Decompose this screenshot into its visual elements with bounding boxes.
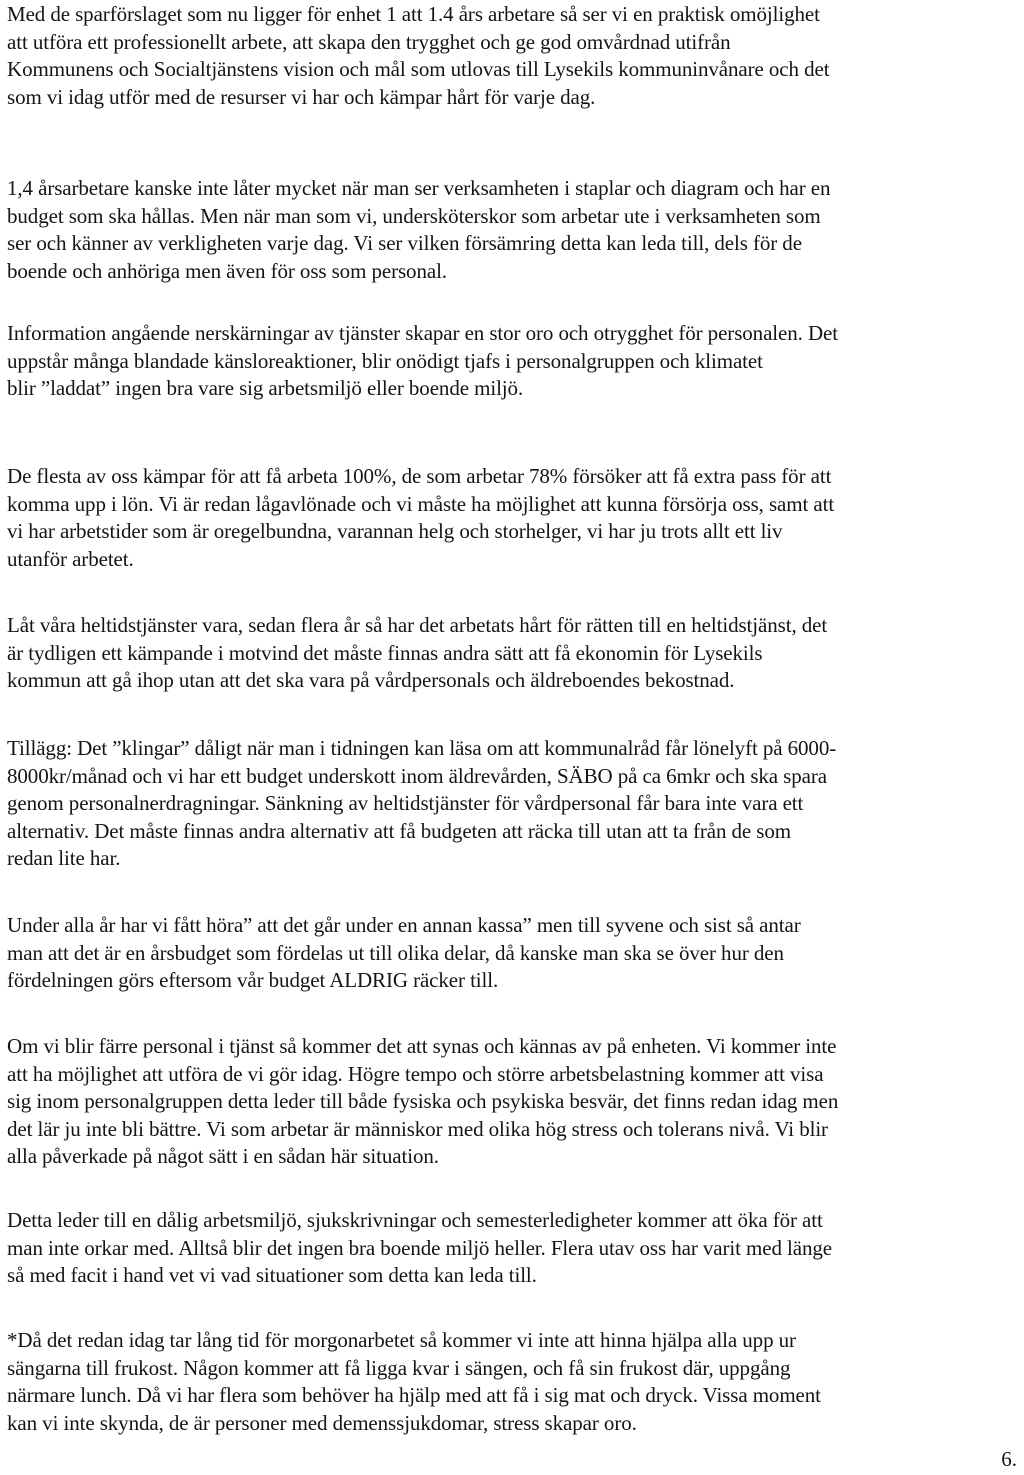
paragraph-work-environment: Detta leder till en dålig arbetsmiljö, sjukskrivningar och semesterledigheter kommer att öka för att man inte orkar med. Alltså blir det ingen bra boende miljö heller. Flera utav oss har varit med länge så med facit i hand vet vi vad situationer som detta kan leda till. (7, 1208, 832, 1288)
paragraph-fewer-staff: Om vi blir färre personal i tjänst så kommer det att synas och kännas av på enheten. Vi kommer inte att ha möjlighet att utföra de vi gör idag. Högre tempo och större arbetsbelastning kommer att visa sig inom personalgruppen detta leder till både fysiska och psykiska besvär, det finns redan idag men det lär ju inte bli bättre. Vi som arbetar är människor med olika hög stress och tolerans nivå. Vi blir alla påverkade på något sätt i en sådan här situation. (7, 1034, 839, 1169)
paragraph-keep-fulltime-positions: Låt våra heltidstjänster vara, sedan flera år så har det arbetats hårt för rätten till en heltidstjänst, det är tydligen ett kämpande i motvind det måste finnas andra sätt att få ekonomin för Lysekils kommun att gå ihop utan att det ska vara på vårdpersonals och äldreboendes bekostnad. (7, 613, 828, 693)
paragraph-annual-budget: Under alla år har vi fått höra” att det går under en annan kassa” men till syvene och sist så antar man att det är en årsbudget som fördelas ut till olika delar, då kanske man ska se över hur den fördelningen görs eftersom vår budget ALDRIG räcker till. (7, 913, 801, 993)
page-number: 6. (1001, 1447, 1017, 1471)
paragraph-information-worry: Information angående nerskärningar av tjänster skapar en stor oro och otrygghet för personalen. Det uppstår många blandade känsloreaktioner, blir onödigt tjafs i personalgruppen och klimatet blir ”laddat” ingen bra vare sig arbetsmiljö eller boende miljö. (7, 321, 838, 401)
paragraph-morning-routine: *Då det redan idag tar lång tid för morgonarbetet så kommer vi inte att hinna hjälpa alla upp ur sängarna till frukost. Någon kommer att få ligga kvar i sängen, och få sin frukost där, uppgång närmare lunch. Då vi har flera som behöver ha hjälp med att få i sig mat och dryck. Vissa moment kan vi inte skynda, de är personer med demenssjukdomar, stress skapar oro. (7, 1328, 821, 1435)
paragraph-staffing-reality: 1,4 årsarbetare kanske inte låter mycket när man ser verksamheten i staplar och diagram och har en budget som ska hållas. Men när man som vi, undersköterskor som arbetar ute i verksamheten som ser och känner av verkligheten varje dag. Vi ser vilken försämring detta kan leda till, dels för de boende och anhöriga men även för oss som personal. (7, 176, 831, 283)
paragraph-fulltime-work: De flesta av oss kämpar för att få arbeta 100%, de som arbetar 78% försöker att få extra pass för att komma upp i lön. Vi är redan lågavlönade och vi måste ha möjlighet att kunna försörja oss, samt att vi har arbetstider som är oregelbundna, varannan helg och storhelger, vi har ju trots allt ett liv utanför arbetet. (7, 464, 835, 571)
paragraph-addendum: Tillägg: Det ”klingar” dåligt när man i tidningen kan läsa om att kommunalråd får lönelyft på 6000- 8000kr/månad och vi har ett budget underskott inom äldrevården, SÄBO på ca 6mkr och ska spara genom personalnerdragningar. Sänkning av heltidstjänster för vårdpersonal får bara inte vara ett alternativ. Det måste finnas andra alternativ att få budgeten att räcka till utan att ta från de som redan lite har. (7, 736, 837, 871)
paragraph-savings-proposal: Med de sparförslaget som nu ligger för enhet 1 att 1.4 års arbetare så ser vi en praktisk omöjlighet att utföra ett professionellt arbete, att skapa den trygghet och ge god omvårdnad utifrån Kommunens och Socialtjänstens vision och mål som utlovas till Lysekils kommuninvånare och det som vi idag utför med de resurser vi har och kämpar hårt för varje dag. (7, 2, 830, 109)
